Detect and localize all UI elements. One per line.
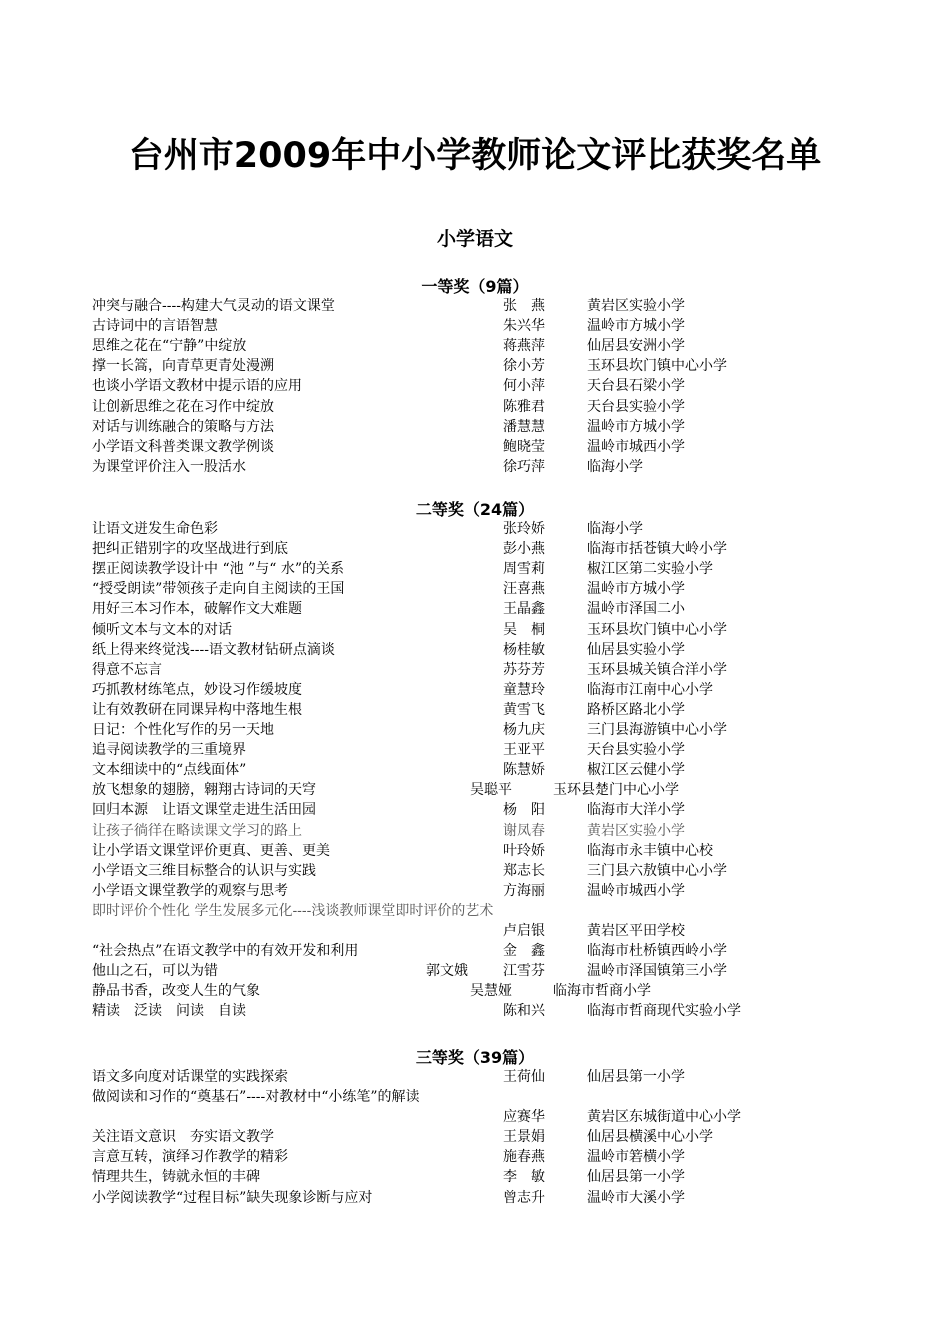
author-name: 方海丽 <box>503 883 545 899</box>
list-item <box>0 296 950 316</box>
list-item <box>0 457 950 477</box>
paper-title: 做阅读和习作的“奠基石”----对教材中“小练笔”的解读 <box>92 1089 420 1105</box>
school-name: 椒江区第二实验小学 <box>587 561 713 577</box>
school-name: 温岭市箬横小学 <box>587 1149 685 1165</box>
school-name: 临海市永丰镇中心校 <box>587 843 713 859</box>
list-item <box>0 599 950 619</box>
list-item <box>0 316 950 336</box>
school-name: 温岭市方城小学 <box>587 419 685 435</box>
author-name: 徐巧萍 <box>503 459 545 475</box>
paper-title: 即时评价个性化 学生发展多元化----浅谈教师课堂即时评价的艺术 <box>92 903 494 919</box>
author-name: 杨桂敏 <box>503 642 545 658</box>
paper-title: 把纠正错别字的攻坚战进行到底 <box>92 541 288 557</box>
author-name: 谢凤春 <box>503 823 545 839</box>
author-name: 王景娟 <box>503 1129 545 1145</box>
author-name: 汪喜燕 <box>503 581 545 597</box>
paper-title: 让孩子徜徉在略读课文学习的路上 <box>92 823 302 839</box>
author-name: 杨九庆 <box>503 722 545 738</box>
author-name: 朱兴华 <box>503 318 545 334</box>
author-name: 江雪芬 <box>503 963 545 979</box>
list-item <box>0 881 950 901</box>
paper-title: 情理共生，铸就永恒的丰碑 <box>92 1169 260 1185</box>
list-item <box>0 539 950 559</box>
award-heading: 一等奖（9篇） <box>421 277 529 296</box>
school-name: 临海市杜桥镇西岭小学 <box>587 943 727 959</box>
paper-title: 为课堂评价注入一股活水 <box>92 459 246 475</box>
list-item <box>0 981 950 1001</box>
author-name: 卢启银 <box>503 923 545 939</box>
paper-title: 让有效教研在同课异构中落地生根 <box>92 702 302 718</box>
paper-title: 让语文迸发生命色彩 <box>92 521 218 537</box>
author-name: 吴慧娅 <box>470 983 512 999</box>
paper-title: 古诗词中的言语智慧 <box>92 318 218 334</box>
paper-title: 小学阅读教学“过程目标”缺失现象诊断与应对 <box>92 1190 373 1206</box>
author-name: 金 鑫 <box>503 943 545 959</box>
author-name: 应赛华 <box>503 1109 545 1125</box>
page-title: 台州市2009年中小学教师论文评比获奖名单 <box>128 136 822 176</box>
paper-title: 对话与训练融合的策略与方法 <box>92 419 274 435</box>
paper-title: 用好三本习作本，破解作文大难题 <box>92 601 302 617</box>
paper-title: 纸上得来终觉浅----语文教材钻研点滴谈 <box>92 642 335 658</box>
paper-title: 日记：个性化写作的另一天地 <box>92 722 274 738</box>
author-name: 蒋燕萍 <box>503 338 545 354</box>
list-item <box>0 1087 950 1107</box>
school-name: 椒江区云健小学 <box>587 762 685 778</box>
list-item <box>0 437 950 457</box>
list-item <box>0 680 950 700</box>
author-name: 何小萍 <box>503 378 545 394</box>
list-item <box>0 660 950 680</box>
school-name: 黄岩区东城街道中心小学 <box>587 1109 741 1125</box>
author-name: 吴 桐 <box>503 622 545 638</box>
list-item <box>0 821 950 841</box>
paper-title: 让小学语文课堂评价更真、更善、更美 <box>92 843 330 859</box>
paper-title: 冲突与融合----构建大气灵动的语文课堂 <box>92 298 335 314</box>
list-item <box>0 921 950 941</box>
list-item <box>0 417 950 437</box>
author-name: 周雪莉 <box>503 561 545 577</box>
school-name: 玉环县城关镇合洋小学 <box>587 662 727 678</box>
list-item <box>0 1147 950 1167</box>
list-item <box>0 1188 950 1208</box>
paper-title: 回归本源 让语文课堂走进生活田园 <box>92 802 316 818</box>
list-item <box>0 559 950 579</box>
author-name: 黄雪飞 <box>503 702 545 718</box>
author-name: 陈雅君 <box>503 399 545 415</box>
list-item <box>0 841 950 861</box>
list-item <box>0 760 950 780</box>
school-name: 天台县实验小学 <box>587 399 685 415</box>
author-name: 杨 阳 <box>503 802 545 818</box>
paper-title: 得意不忘言 <box>92 662 162 678</box>
school-name: 临海小学 <box>587 521 643 537</box>
school-name: 温岭市方城小学 <box>587 581 685 597</box>
school-name: 温岭市大溪小学 <box>587 1190 685 1206</box>
paper-title: 他山之石，可以为错 <box>92 963 218 979</box>
school-name: 临海小学 <box>587 459 643 475</box>
list-item <box>0 941 950 961</box>
list-item <box>0 720 950 740</box>
author-name: 郑志长 <box>503 863 545 879</box>
list-item <box>0 620 950 640</box>
list-item <box>0 1127 950 1147</box>
school-name: 临海市大洋小学 <box>587 802 685 818</box>
list-item <box>0 356 950 376</box>
school-name: 玉环县坎门镇中心小学 <box>587 622 727 638</box>
list-item <box>0 376 950 396</box>
school-name: 三门县海游镇中心小学 <box>587 722 727 738</box>
list-item <box>0 700 950 720</box>
paper-title: 小学语文课堂教学的观察与思考 <box>92 883 288 899</box>
paper-title: 语文多向度对话课堂的实践探索 <box>92 1069 288 1085</box>
author-name: 鲍晓莹 <box>503 439 545 455</box>
author-name: 张 燕 <box>503 298 545 314</box>
list-item <box>0 640 950 660</box>
school-name: 临海市哲商现代实验小学 <box>587 1003 741 1019</box>
paper-title: 精读 泛读 问读 自读 <box>92 1003 246 1019</box>
school-name: 临海市哲商小学 <box>553 983 651 999</box>
author-name: 王晶鑫 <box>503 601 545 617</box>
list-item <box>0 1067 950 1087</box>
school-name: 天台县石梁小学 <box>587 378 685 394</box>
paper-title: 让创新思维之花在习作中绽放 <box>92 399 274 415</box>
author-name: 曾志升 <box>503 1190 545 1206</box>
paper-title: 放飞想象的翅膀，翱翔古诗词的天穹 <box>92 782 316 798</box>
author-name: 童慧玲 <box>503 682 545 698</box>
author-name: 施春燕 <box>503 1149 545 1165</box>
school-name: 路桥区路北小学 <box>587 702 685 718</box>
paper-title: 文本细读中的“点线面体” <box>92 762 247 778</box>
subject-title: 小学语文 <box>436 228 513 250</box>
list-item <box>0 519 950 539</box>
paper-title: 倾听文本与文本的对话 <box>92 622 232 638</box>
list-item <box>0 800 950 820</box>
author-name: 苏芬芳 <box>503 662 545 678</box>
author-name: 吴聪平 <box>470 782 512 798</box>
award-heading: 三等奖（39篇） <box>415 1048 535 1067</box>
school-name: 仙居县第一小学 <box>587 1169 685 1185</box>
school-name: 黄岩区平田学校 <box>587 923 685 939</box>
author-name: 徐小芳 <box>503 358 545 374</box>
author-name: 王亚平 <box>503 742 545 758</box>
school-name: 温岭市城西小学 <box>587 883 685 899</box>
list-item <box>0 780 950 800</box>
paper-title: 思维之花在“宁静”中绽放 <box>92 338 247 354</box>
school-name: 天台县实验小学 <box>587 742 685 758</box>
paper-title: 巧抓教材练笔点，妙设习作缓坡度 <box>92 682 302 698</box>
list-item <box>0 961 950 981</box>
author-name: 李 敏 <box>503 1169 545 1185</box>
list-item <box>0 861 950 881</box>
list-item <box>0 336 950 356</box>
list-item <box>0 901 950 921</box>
school-name: 温岭市方城小学 <box>587 318 685 334</box>
paper-title: 小学语文三维目标整合的认识与实践 <box>92 863 316 879</box>
school-name: 温岭市泽国二小 <box>587 601 685 617</box>
author-name: 陈慧娇 <box>503 762 545 778</box>
list-item <box>0 740 950 760</box>
list-item <box>0 1001 950 1021</box>
school-name: 三门县六敖镇中心小学 <box>587 863 727 879</box>
award-heading: 二等奖（24篇） <box>415 500 535 519</box>
paper-title: 追寻阅读教学的三重境界 <box>92 742 246 758</box>
author-name: 陈和兴 <box>503 1003 545 1019</box>
list-item <box>0 397 950 417</box>
paper-title: 也谈小学语文教材中提示语的应用 <box>92 378 302 394</box>
author-name: 郭文娥 <box>426 963 468 979</box>
paper-title: 小学语文科普类课文教学例谈 <box>92 439 274 455</box>
school-name: 临海市江南中心小学 <box>587 682 713 698</box>
school-name: 黄岩区实验小学 <box>587 823 685 839</box>
list-item <box>0 1107 950 1127</box>
school-name: 温岭市城西小学 <box>587 439 685 455</box>
paper-title: 撑一长篙，向青草更青处漫溯 <box>92 358 274 374</box>
author-name: 彭小燕 <box>503 541 545 557</box>
school-name: 仙居县第一小学 <box>587 1069 685 1085</box>
paper-title: 静品书香，改变人生的气象 <box>92 983 260 999</box>
school-name: 仙居县实验小学 <box>587 642 685 658</box>
author-name: 叶玲娇 <box>503 843 545 859</box>
school-name: 温岭市泽国镇第三小学 <box>587 963 727 979</box>
author-name: 王荷仙 <box>503 1069 545 1085</box>
paper-title: 摆正阅读教学设计中 “池 ”与“ 水”的关系 <box>92 561 344 577</box>
list-item <box>0 1167 950 1187</box>
author-name: 潘慧慧 <box>503 419 545 435</box>
list-item <box>0 579 950 599</box>
paper-title: “授受朗读”带领孩子走向自主阅读的王国 <box>92 581 345 597</box>
school-name: 玉环县楚门中心小学 <box>553 782 679 798</box>
school-name: 仙居县安洲小学 <box>587 338 685 354</box>
paper-title: “社会热点”在语文教学中的有效开发和利用 <box>92 943 359 959</box>
school-name: 临海市括苍镇大岭小学 <box>587 541 727 557</box>
school-name: 黄岩区实验小学 <box>587 298 685 314</box>
school-name: 仙居县横溪中心小学 <box>587 1129 713 1145</box>
school-name: 玉环县坎门镇中心小学 <box>587 358 727 374</box>
paper-title: 关注语文意识 夯实语文教学 <box>92 1129 274 1145</box>
author-name: 张玲娇 <box>503 521 545 537</box>
paper-title: 言意互转，演绎习作教学的精彩 <box>92 1149 288 1165</box>
